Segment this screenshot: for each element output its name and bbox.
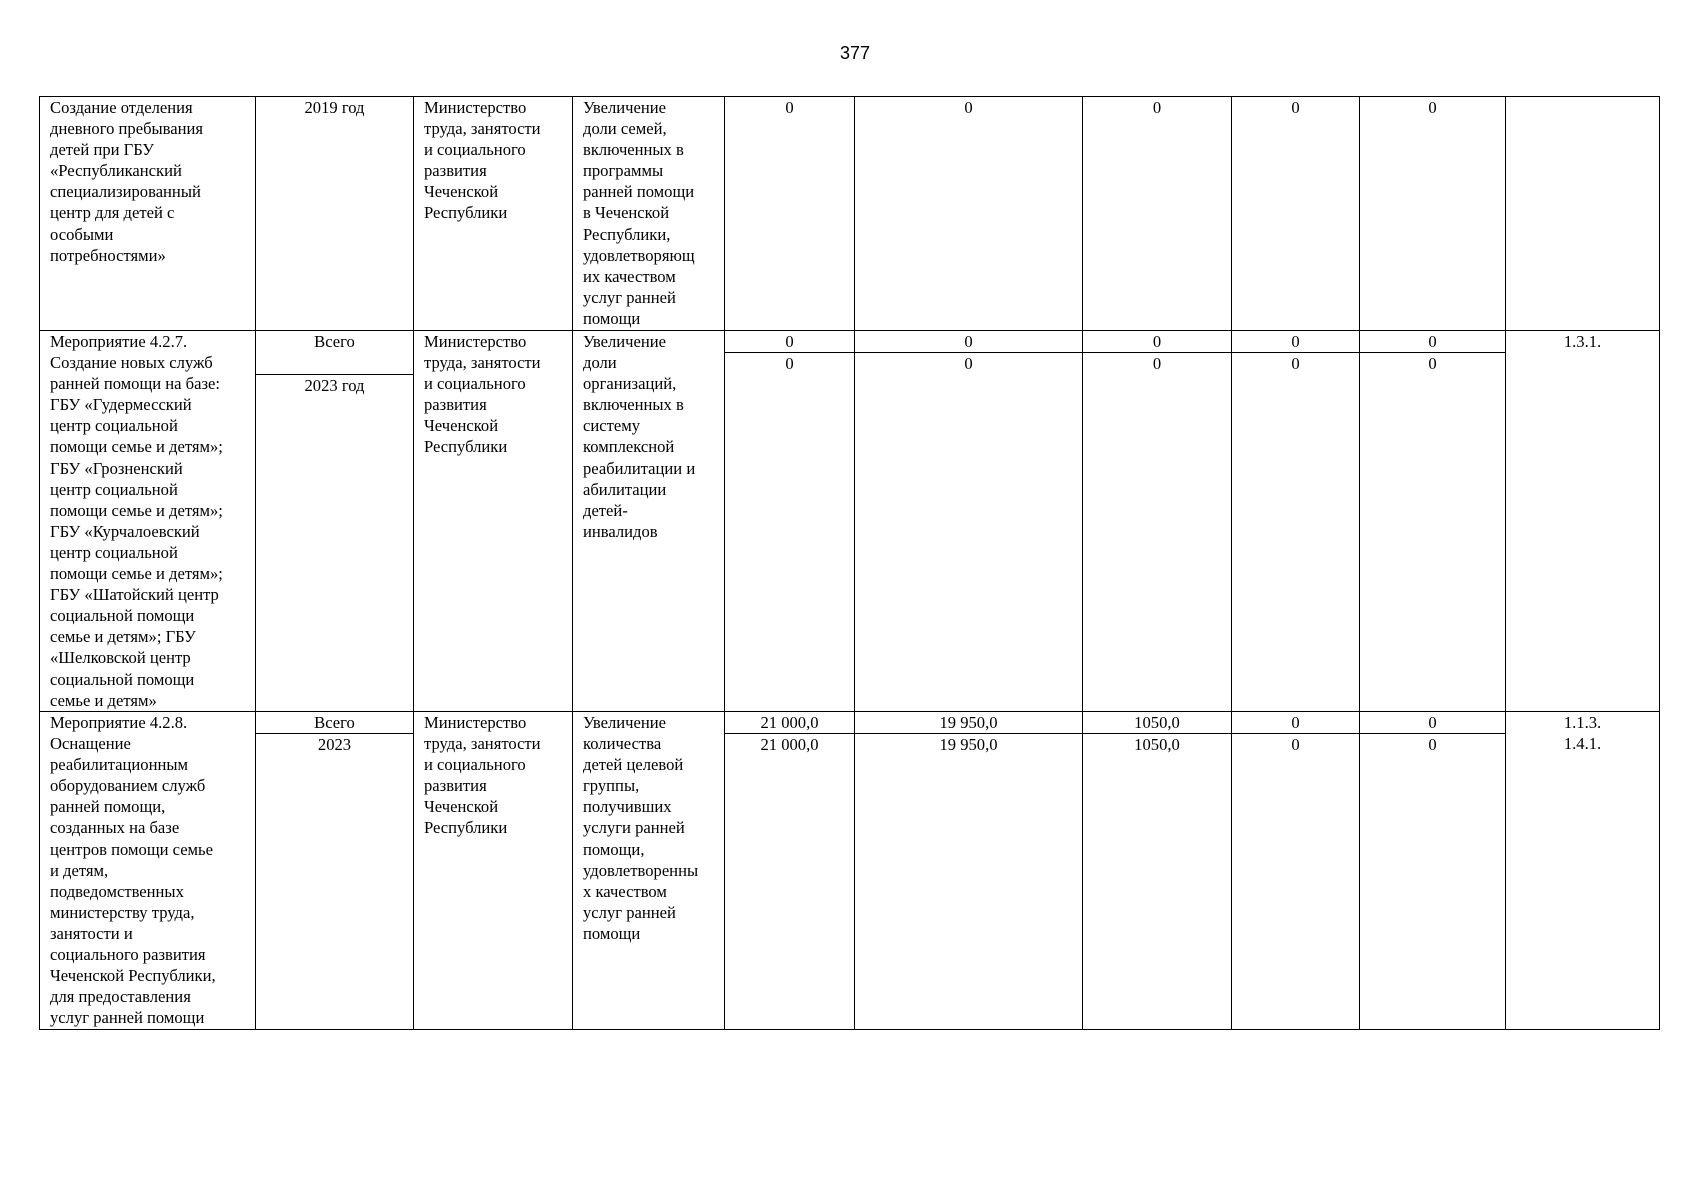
value-total-text: 21 000,0 — [725, 712, 854, 734]
executor-cell — [414, 712, 573, 1030]
value-cell — [725, 97, 855, 331]
value-total-text: 0 — [1360, 712, 1505, 734]
value-cell — [725, 331, 855, 712]
value-cell — [855, 97, 1083, 331]
value-year-text: 0 — [1291, 354, 1300, 373]
result-cell — [573, 97, 725, 331]
period-total-text: Всего — [256, 712, 413, 734]
result-text: Увеличение доли организаций, включенных в систему комплексной реабилитации и абилитации детей- инвалидов — [583, 332, 696, 541]
value-cell — [1083, 331, 1232, 712]
value-total-text: 0 — [1232, 331, 1359, 353]
indicator-cell — [1506, 97, 1660, 331]
executor-text: Министерство труда, занятости и социального развития Чеченской Республики — [424, 332, 541, 457]
value-year-text: 0 — [1428, 735, 1437, 754]
value-cell — [1083, 97, 1232, 331]
value-cell — [855, 712, 1083, 1030]
value-year-text: 1050,0 — [1134, 735, 1180, 754]
value-total-text: 0 — [1083, 331, 1231, 353]
executor-cell — [414, 97, 573, 331]
indicator-cell — [1506, 331, 1660, 712]
value-cell — [1360, 331, 1506, 712]
period-cell — [256, 97, 414, 331]
value-year-text: 0 — [785, 354, 794, 373]
value-text: 0 — [964, 98, 973, 117]
value-cell — [1232, 331, 1360, 712]
page-number: 377 — [839, 43, 871, 63]
table-row — [40, 97, 1660, 331]
value-cell — [725, 712, 855, 1030]
period-cell — [256, 712, 414, 1030]
executor-text: Министерство труда, занятости и социального развития Чеченской Республики — [424, 98, 541, 223]
value-text: 0 — [785, 98, 794, 117]
value-total-text: 1050,0 — [1083, 712, 1231, 734]
result-cell — [573, 331, 725, 712]
value-total-text: 0 — [1232, 712, 1359, 734]
result-cell — [573, 712, 725, 1030]
table-row — [40, 712, 1660, 1030]
value-year-text: 19 950,0 — [939, 735, 998, 754]
event-text: Мероприятие 4.2.8. Оснащение реабилитационным оборудованием служб ранней помощи, созданных на базе центров помощи семье и детям, подведомственных министерству труда, занятости и социального развития Чеченской Республики, для предоставления услуг ранней помощи — [50, 713, 216, 1028]
event-cell — [40, 331, 256, 712]
value-year-text: 0 — [964, 354, 973, 373]
value-total-text: 0 — [725, 331, 854, 353]
period-total-text: Всего — [256, 331, 413, 375]
period-cell — [256, 331, 414, 712]
value-year-text: 0 — [1152, 354, 1162, 373]
result-text: Увеличение количества детей целевой группы, получивших услуги ранней помощи, удовлетворенны х качеством услуг ранней помощи — [583, 713, 699, 943]
value-cell — [1083, 712, 1232, 1030]
executor-text: Министерство труда, занятости и социального развития Чеченской Республики — [424, 713, 541, 838]
indicator-text: 1.1.3. 1.4.1. — [1563, 713, 1602, 754]
period-year-text: 2023 — [317, 735, 352, 754]
program-table — [39, 96, 1660, 1030]
indicator-text: 1.3.1. — [1563, 332, 1602, 351]
value-cell — [1232, 712, 1360, 1030]
indicator-cell — [1506, 712, 1660, 1030]
value-year-text: 21 000,0 — [760, 735, 819, 754]
result-text: Увеличение доли семей, включенных в программы ранней помощи в Чеченской Республики, удовлетворяющ их качеством услуг ранней помощи — [583, 98, 695, 328]
value-text: 0 — [1428, 98, 1437, 117]
executor-cell — [414, 331, 573, 712]
event-text: Создание отделения дневного пребывания детей при ГБУ «Республиканский специализированный центр для детей с особыми потребностями» — [50, 98, 204, 265]
value-total-text: 0 — [1360, 331, 1505, 353]
event-cell — [40, 712, 256, 1030]
period-year-text: 2023 год — [304, 376, 365, 395]
table-row — [40, 331, 1660, 712]
value-cell — [1360, 712, 1506, 1030]
value-total-text: 19 950,0 — [855, 712, 1082, 734]
value-cell — [855, 331, 1083, 712]
event-text: Мероприятие 4.2.7. Создание новых служб ранней помощи на базе: ГБУ «Гудермесский центр социальной помощи семье и детям»; ГБУ «Грозненский центр социальной помощи семье и детям»; ГБУ «Курчалоевский центр социальной помощи семье и детям»; ГБУ «Шатойский центр социальной помощи семье и детям»; ГБУ «Шелковской центр социальной помощи семье и детям» — [50, 332, 223, 710]
value-text: 0 — [1152, 98, 1162, 117]
value-text: 0 — [1291, 98, 1300, 117]
value-year-text: 0 — [1428, 354, 1437, 373]
value-cell — [1360, 97, 1506, 331]
value-year-text: 0 — [1291, 735, 1300, 754]
event-cell — [40, 97, 256, 331]
value-cell — [1232, 97, 1360, 331]
period-text: 2019 год — [304, 98, 365, 117]
value-total-text: 0 — [855, 331, 1082, 353]
